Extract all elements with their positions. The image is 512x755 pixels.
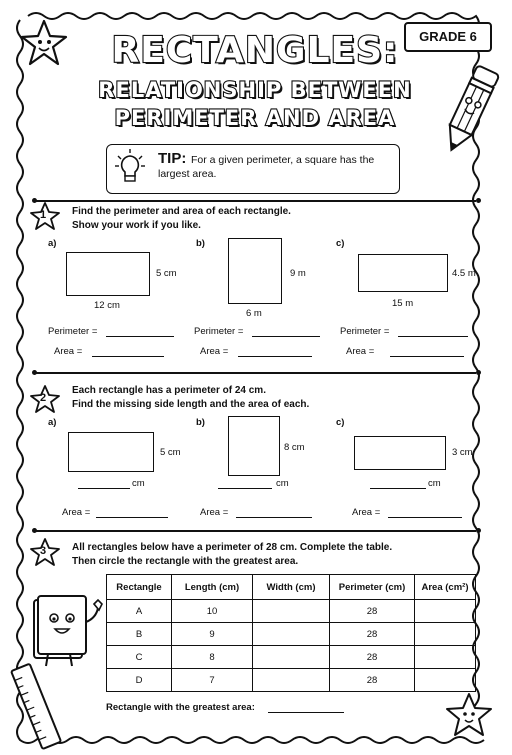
column-header: Area (cm²): [415, 575, 476, 600]
rectangle-shape: [358, 254, 448, 292]
item-label: b): [196, 238, 205, 249]
area-answer-line[interactable]: [390, 356, 464, 357]
question-text: Find the missing side length and the area of each.: [72, 399, 310, 410]
question-text: All rectangles below have a perimeter of 28 cm. Complete the table.: [72, 542, 393, 553]
area-label: Area =: [346, 346, 375, 357]
tip-label: TIP:: [158, 150, 187, 167]
pencil-icon: [440, 62, 500, 158]
side-label: 3 cm: [452, 447, 473, 458]
table-row: [107, 646, 476, 669]
perimeter-label: Perimeter =: [340, 326, 390, 337]
table-cell-input[interactable]: [415, 646, 476, 669]
table-row: [107, 600, 476, 623]
side-answer-line[interactable]: [370, 488, 426, 489]
area-label: Area =: [200, 507, 229, 518]
page-title: RECTANGLES:: [111, 30, 399, 71]
table-cell: B: [107, 623, 172, 646]
bottom-label: 6 m: [246, 308, 262, 319]
tip-box: [106, 144, 400, 194]
table-cell: 8: [172, 646, 253, 669]
side-label: 5 cm: [160, 447, 181, 458]
perimeter-label: Perimeter =: [48, 326, 98, 337]
star-character-icon: [444, 692, 494, 738]
side-label: 9 m: [290, 268, 306, 279]
item-label: b): [196, 417, 205, 428]
bottom-label: 15 m: [392, 298, 414, 309]
column-header: Rectangle: [107, 575, 172, 600]
table-header-row: [107, 575, 476, 600]
area-answer-line[interactable]: [236, 517, 312, 518]
table-cell-input[interactable]: [253, 600, 330, 623]
table-cell-input[interactable]: [253, 646, 330, 669]
rectangle-shape: [228, 238, 282, 304]
lightbulb-icon: [114, 148, 146, 188]
item-label: c): [336, 417, 345, 428]
question-text: Find the perimeter and area of each rectangle.: [72, 206, 291, 217]
ruler-icon: [8, 662, 66, 750]
table-row: [107, 669, 476, 692]
rectangle-shape: [354, 436, 446, 470]
area-label: Area =: [352, 507, 381, 518]
question-number: 2: [40, 392, 47, 404]
table-cell: C: [107, 646, 172, 669]
perimeter-answer-line[interactable]: [106, 336, 174, 337]
table-cell: 28: [330, 600, 415, 623]
tip-text-line1: For a given perimeter, a square has the: [191, 154, 375, 166]
area-answer-line[interactable]: [96, 517, 168, 518]
column-header: Perimeter (cm): [330, 575, 415, 600]
divider-line: [36, 530, 476, 532]
question-number: 3: [40, 545, 47, 557]
bottom-label: 12 cm: [94, 300, 120, 311]
area-answer-line[interactable]: [92, 356, 164, 357]
table-cell-input[interactable]: [253, 623, 330, 646]
tip-text-line2: largest area.: [158, 168, 217, 180]
divider-dot: [476, 370, 481, 375]
side-answer-line[interactable]: [78, 488, 130, 489]
rectangle-shape: [228, 416, 280, 476]
question-text: Show your work if you like.: [72, 220, 201, 231]
table-row: [107, 623, 476, 646]
divider-dot: [476, 198, 481, 203]
perimeter-answer-line[interactable]: [398, 336, 468, 337]
divider-line: [36, 372, 476, 374]
table-cell-input[interactable]: [415, 669, 476, 692]
area-label: Area =: [54, 346, 83, 357]
side-answer-line[interactable]: [218, 488, 272, 489]
area-label: Area =: [62, 507, 91, 518]
table-cell-input[interactable]: [253, 669, 330, 692]
table-cell-input[interactable]: [415, 623, 476, 646]
item-label: a): [48, 238, 57, 249]
greatest-area-label: Rectangle with the greatest area:: [106, 702, 255, 713]
grade-badge: GRADE 6: [404, 22, 492, 52]
perimeter-label: Perimeter =: [194, 326, 244, 337]
divider-line: [36, 200, 476, 202]
greatest-area-answer-line[interactable]: [268, 712, 344, 713]
unit-label: cm: [428, 478, 441, 489]
table-cell: 10: [172, 600, 253, 623]
side-label: 5 cm: [156, 268, 177, 279]
page-subtitle-line1: RELATIONSHIP BETWEEN: [98, 78, 412, 102]
page-subtitle-line2: PERIMETER AND AREA: [114, 106, 396, 130]
table-cell: 28: [330, 646, 415, 669]
area-answer-line[interactable]: [388, 517, 462, 518]
table-cell: D: [107, 669, 172, 692]
table-cell: 9: [172, 623, 253, 646]
table-cell: 28: [330, 623, 415, 646]
data-table: [106, 574, 476, 692]
item-label: a): [48, 417, 57, 428]
table-cell-input[interactable]: [415, 600, 476, 623]
rectangle-shape: [68, 432, 154, 472]
question-text: Then circle the rectangle with the greatest area.: [72, 556, 299, 567]
book-character-icon: [28, 592, 106, 672]
area-answer-line[interactable]: [238, 356, 312, 357]
unit-label: cm: [132, 478, 145, 489]
unit-label: cm: [276, 478, 289, 489]
table-cell: 7: [172, 669, 253, 692]
column-header: Length (cm): [172, 575, 253, 600]
column-header: Width (cm): [253, 575, 330, 600]
rectangle-shape: [66, 252, 150, 296]
table-cell: A: [107, 600, 172, 623]
table-cell: 28: [330, 669, 415, 692]
item-label: c): [336, 238, 345, 249]
perimeter-answer-line[interactable]: [252, 336, 320, 337]
question-text: Each rectangle has a perimeter of 24 cm.: [72, 385, 266, 396]
divider-dot: [476, 528, 481, 533]
side-label: 8 cm: [284, 442, 305, 453]
question-number: 1: [40, 209, 47, 221]
area-label: Area =: [200, 346, 229, 357]
side-label: 4.5 m: [452, 268, 476, 279]
